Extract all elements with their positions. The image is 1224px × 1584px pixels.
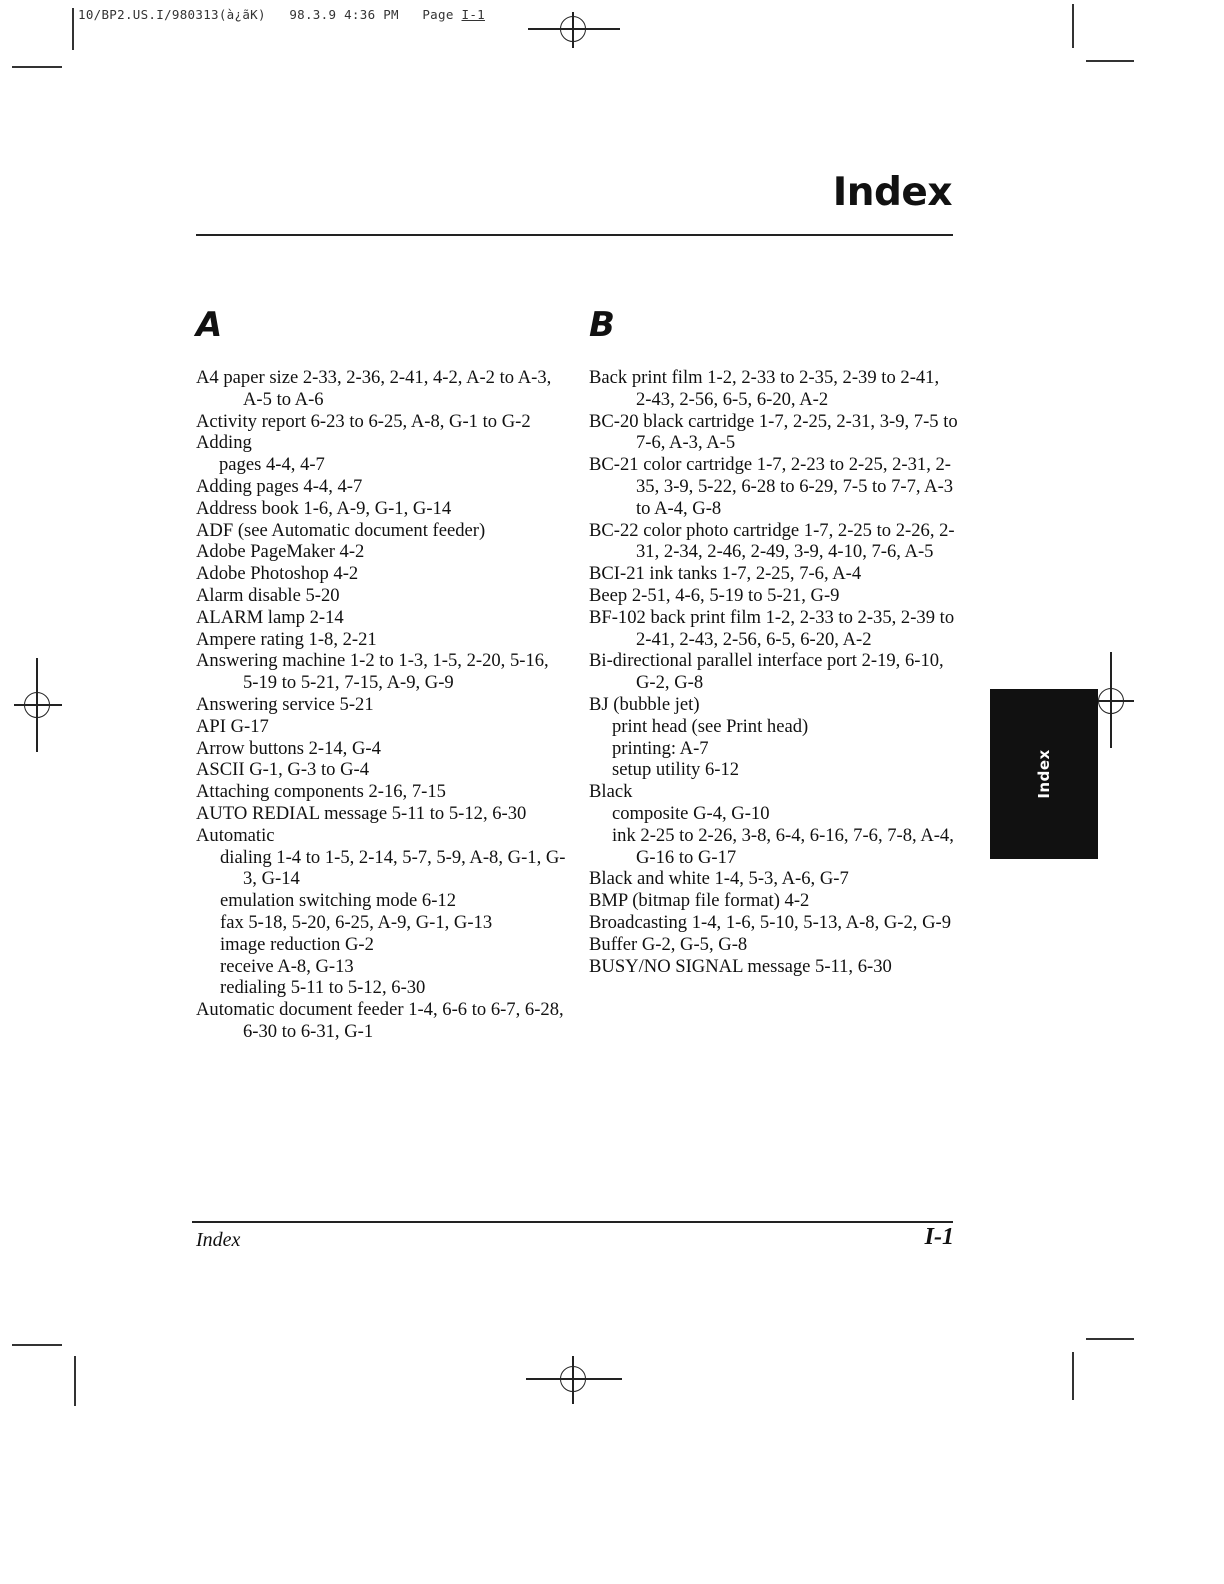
thumb-tab-label: Index bbox=[1035, 749, 1053, 799]
crop-mark-bottom-right-v bbox=[1072, 1352, 1074, 1400]
index-entry: AUTO REDIAL message 5-11 to 5-12, 6-30 bbox=[196, 802, 527, 824]
registration-mark-left-h bbox=[14, 704, 62, 706]
index-entry: Automatic document feeder 1-4, 6-6 to 6-7, 6-28, 6-30 to 6-31, G-1 bbox=[196, 999, 564, 1042]
index-column-a bbox=[196, 367, 566, 1043]
registration-mark-top-v bbox=[572, 12, 574, 48]
index-entry: Buffer G-2, G-5, G-8 bbox=[589, 933, 748, 955]
index-entry: BC-20 black cartridge 1-7, 2-25, 2-31, 3-9, 7-5 to 7-6, A-3, A-5 bbox=[589, 410, 958, 454]
slug-datetime: 98.3.9 4:36 PM bbox=[289, 7, 399, 22]
index-entry: Black and white 1-4, 5-3, A-6, G-7 bbox=[589, 868, 849, 890]
index-entry: BC-21 color cartridge 1-7, 2-23 to 2-25, 2-31, 2-35, 3-9, 5-22, 6-28 to 6-29, 7-5 to 7-7, A-3 to A-4, G-8 bbox=[589, 454, 954, 519]
index-entry: Adding pages 4-4, 4-7 bbox=[196, 475, 363, 497]
index-entry: Automatic bbox=[196, 824, 275, 846]
index-entry: BUSY/NO SIGNAL message 5-11, 6-30 bbox=[589, 955, 892, 977]
footer-page-number: I-1 bbox=[924, 1224, 954, 1250]
section-letter-b: B bbox=[589, 305, 615, 345]
crop-mark-bottom-right-h bbox=[1086, 1338, 1134, 1340]
slug-page-label: Page bbox=[422, 7, 454, 22]
index-subentry: redialing 5-11 to 5-12, 6-30 bbox=[220, 977, 426, 999]
index-column-b bbox=[589, 367, 959, 977]
title-rule bbox=[196, 234, 953, 236]
index-entry: Alarm disable 5-20 bbox=[196, 584, 340, 606]
index-entry: API G-17 bbox=[196, 715, 269, 737]
index-entry: Address book 1-6, A-9, G-1, G-14 bbox=[196, 497, 452, 519]
index-subentry: setup utility 6-12 bbox=[612, 759, 740, 781]
crop-mark-top-left-v bbox=[72, 8, 74, 50]
index-entry: Arrow buttons 2-14, G-4 bbox=[196, 737, 381, 759]
crop-mark-bottom-left-h bbox=[12, 1344, 62, 1346]
registration-mark-bottom-v bbox=[572, 1356, 574, 1404]
index-thumb-tab bbox=[990, 689, 1098, 859]
index-entry: Answering machine 1-2 to 1-3, 1-5, 2-20, 5-16, 5-19 to 5-21, 7-15, A-9, G-9 bbox=[196, 650, 549, 694]
registration-mark-left-v bbox=[36, 658, 38, 752]
index-entry: BMP (bitmap file format) 4-2 bbox=[589, 890, 810, 912]
index-entry: ADF (see Automatic document feeder) bbox=[196, 519, 486, 541]
footer-section-name: Index bbox=[196, 1229, 241, 1251]
index-entry: Activity report 6-23 to 6-25, A-8, G-1 to G-2 bbox=[196, 410, 531, 432]
index-entry: BC-22 color photo cartridge 1-7, 2-25 to 2-26, 2-31, 2-34, 2-46, 2-49, 3-9, 4-10, 7-6, A-5 bbox=[589, 519, 955, 563]
registration-mark-top-h bbox=[528, 28, 620, 30]
slug-file: 10/BP2.US.I/980313(à¿ãK) bbox=[78, 7, 266, 22]
index-subentry: fax 5-18, 5-20, 6-25, A-9, G-1, G-13 bbox=[220, 911, 493, 933]
index-entry: Beep 2-51, 4-6, 5-19 to 5-21, G-9 bbox=[589, 584, 840, 606]
index-subentry: ink 2-25 to 2-26, 3-8, 6-4, 6-16, 7-6, 7-8, A-4, G-16 to G-17 bbox=[612, 824, 954, 868]
index-entry: Back print film 1-2, 2-33 to 2-35, 2-39 to 2-41, 2-43, 2-56, 6-5, 6-20, A-2 bbox=[589, 367, 940, 410]
print-slug bbox=[78, 7, 485, 22]
index-entry: Black bbox=[589, 781, 633, 803]
index-subentry: composite G-4, G-10 bbox=[612, 802, 770, 824]
index-entry: Adding bbox=[196, 432, 252, 454]
page-title: Index bbox=[832, 170, 952, 215]
index-subentry: dialing 1-4 to 1-5, 2-14, 5-7, 5-9, A-8, G-1, G-3, G-14 bbox=[220, 846, 566, 890]
index-entry: Ampere rating 1-8, 2-21 bbox=[196, 628, 377, 650]
index-entry: ALARM lamp 2-14 bbox=[196, 606, 344, 628]
index-entry: Broadcasting 1-4, 1-6, 5-10, 5-13, A-8, G-2, G-9 bbox=[589, 911, 951, 933]
index-entry: A4 paper size 2-33, 2-36, 2-41, 4-2, A-2 to A-3, A-5 to A-6 bbox=[196, 367, 552, 410]
index-entry: BJ (bubble jet) bbox=[589, 693, 700, 715]
index-entry: Adobe PageMaker 4-2 bbox=[196, 541, 365, 563]
index-subentry: receive A-8, G-13 bbox=[220, 955, 354, 977]
index-entry: ASCII G-1, G-3 to G-4 bbox=[196, 759, 370, 781]
crop-mark-top-right-v bbox=[1072, 4, 1074, 48]
crop-mark-bottom-left-v bbox=[74, 1356, 76, 1406]
registration-mark-right-v bbox=[1110, 652, 1112, 748]
index-entry: Adobe Photoshop 4-2 bbox=[196, 563, 359, 585]
index-subentry: pages 4-4, 4-7 bbox=[219, 454, 325, 476]
index-entry: BF-102 back print film 1-2, 2-33 to 2-35, 2-39 to 2-41, 2-43, 2-56, 6-5, 6-20, A-2 bbox=[589, 606, 955, 650]
index-entry: BCI-21 ink tanks 1-7, 2-25, 7-6, A-4 bbox=[589, 563, 862, 585]
index-subentry: printing: A-7 bbox=[612, 737, 709, 759]
index-entry: Answering service 5-21 bbox=[196, 693, 374, 715]
crop-mark-top-left-h bbox=[12, 66, 62, 68]
footer-rule bbox=[192, 1221, 953, 1223]
registration-mark-bottom-h bbox=[526, 1378, 622, 1380]
section-letter-a: A bbox=[196, 305, 223, 345]
crop-mark-top-right-h bbox=[1086, 60, 1134, 62]
slug-page-number: I-1 bbox=[461, 7, 485, 22]
registration-mark-right-h bbox=[1098, 700, 1134, 702]
index-subentry: image reduction G-2 bbox=[220, 933, 374, 955]
index-entry: Bi-directional parallel interface port 2-19, 6-10, G-2, G-8 bbox=[589, 650, 944, 694]
index-subentry: print head (see Print head) bbox=[612, 715, 809, 737]
index-subentry: emulation switching mode 6-12 bbox=[220, 890, 456, 912]
index-entry: Attaching components 2-16, 7-15 bbox=[196, 781, 446, 803]
